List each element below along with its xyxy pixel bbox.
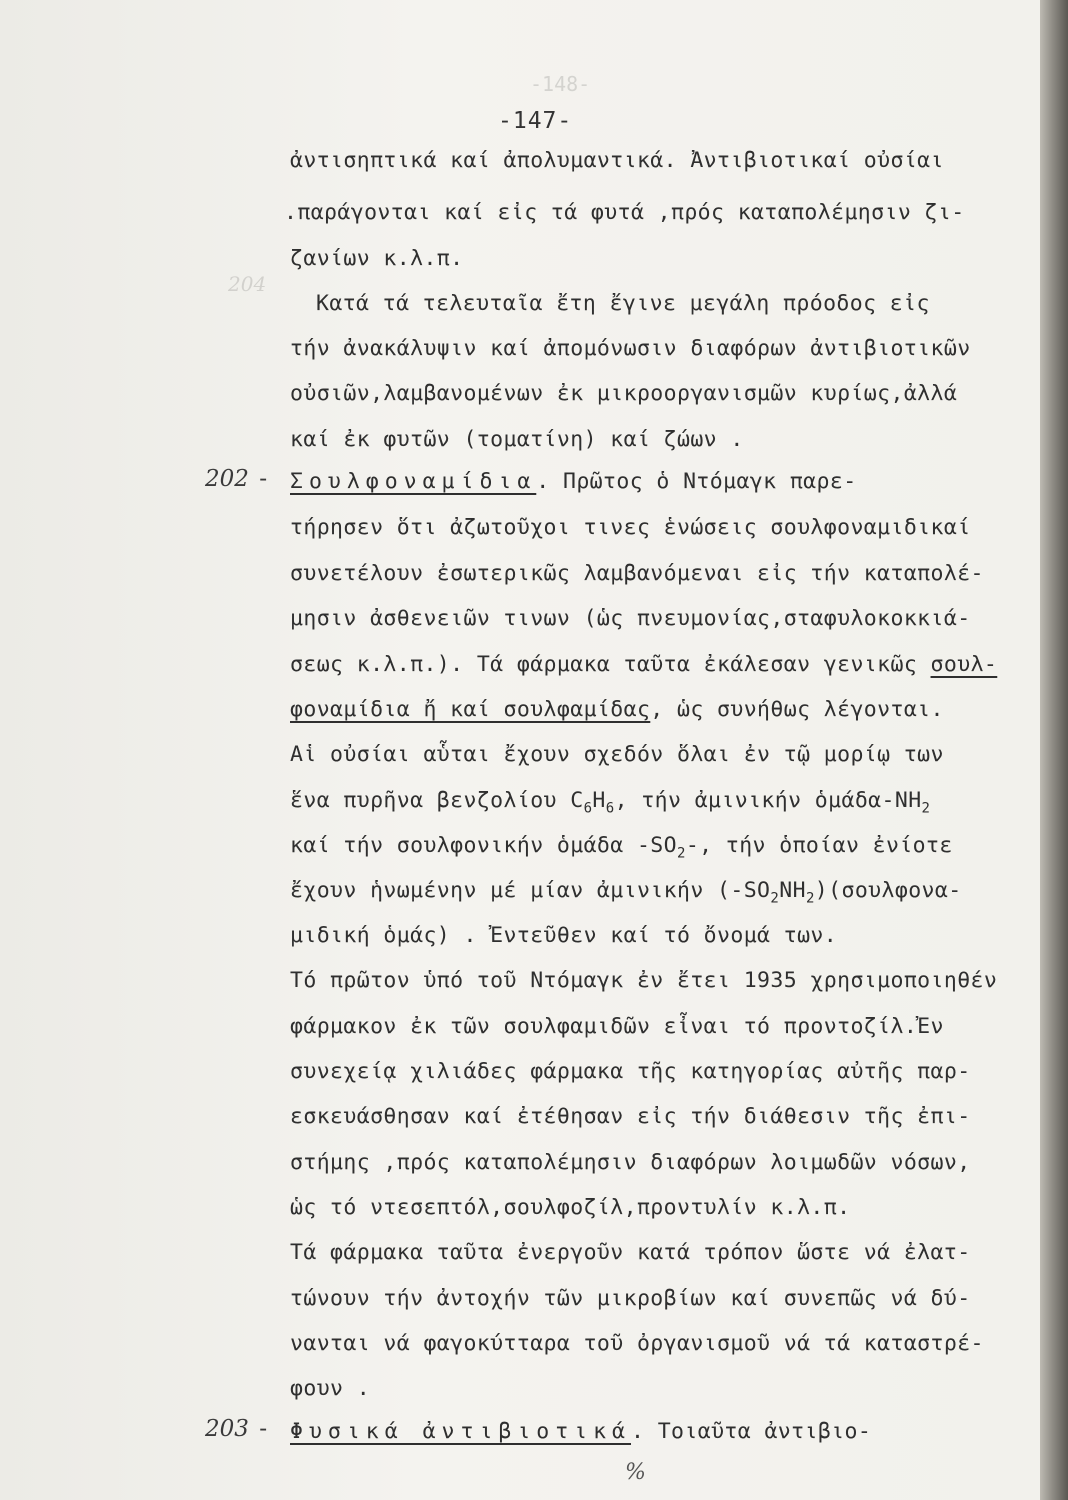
text-segment: ἕνα πυρῆνα βενζολίου C — [290, 788, 584, 813]
page-number: -147- — [498, 108, 573, 134]
text-segment: H — [592, 788, 606, 813]
text-line: φάρμακον ἐκ τῶν σουλφαμιδῶν εἶναι τό προντοζίλ.Ἐν — [290, 1014, 944, 1039]
section-heading-line — [290, 1419, 871, 1444]
text-line: τώνουν τήν ἀντοχήν τῶν μικροβίων καί συνεπῶς νά δύ- — [290, 1286, 971, 1311]
subscript: 6 — [605, 800, 615, 817]
text-line: νανται νά φαγοκύτταρα τοῦ ὀργανισμοῦ νά τά καταστρέ- — [290, 1331, 984, 1356]
text-line — [290, 833, 953, 861]
text-line — [290, 788, 930, 816]
section-heading-line — [290, 469, 857, 494]
margin-dash: - — [256, 466, 271, 492]
text-segment: σεως κ.λ.π.). Τά φάρμακα ταῦτα ἐκάλεσαν γενικῶς — [290, 652, 931, 677]
text-segment: καί τήν σουλφονικήν ὁμάδα -SO — [290, 833, 677, 858]
text-line: .παράγονται καί εἰς τά φυτά ,πρός καταπολέμησιν ζι- — [284, 200, 965, 225]
text-line: φουν . — [290, 1376, 371, 1401]
text-segment: )(σουλφονα- — [814, 878, 962, 903]
section-heading-natural-antibiotics: Φυσικά ἀντιβιοτικά — [290, 1419, 631, 1444]
section-heading-sulfonamides: Σουλφοναμίδια — [290, 469, 537, 494]
page-binding-edge — [1040, 0, 1068, 1500]
text-segment: , τήν ἀμινικήν ὁμάδα-NH — [614, 788, 922, 813]
text-line: Τά φάρμακα ταῦτα ἐνεργοῦν κατά τρόπον ὥστε νά ἐλατ- — [290, 1240, 971, 1265]
text-line: μιδική ὁμάς) . Ἐντεῦθεν καί τό ὄνομά των. — [290, 923, 838, 948]
subscript: 2 — [676, 845, 686, 862]
subscript: 6 — [583, 800, 593, 817]
text-line: Αἱ οὐσίαι αὗται ἔχουν σχεδόν ὅλαι ἐν τῷ μορίῳ των — [290, 742, 944, 767]
margin-number-203 — [205, 1416, 270, 1442]
heading-continuation: . Τοιαῦτα ἀντιβιο- — [631, 1419, 872, 1444]
footer-mark: % — [625, 1460, 646, 1485]
text-segment: NH — [779, 878, 806, 903]
text-line: Τό πρῶτον ὑπό τοῦ Ντόμαγκ ἐν ἔτει 1935 χρησιμοποιηθέν — [290, 968, 998, 993]
text-line — [290, 697, 944, 722]
margin-number-label: 203 — [205, 1416, 249, 1442]
bleed-through-page-number: -148- — [530, 72, 591, 96]
text-line: στήμης ,πρός καταπολέμησιν διαφόρων λοιμωδῶν νόσων, — [290, 1150, 971, 1175]
text-line: οὐσιῶν,λαμβανομένων ἐκ μικροοργανισμῶν κυρίως,ἀλλά — [290, 381, 958, 406]
margin-dash: - — [256, 1416, 271, 1442]
text-segment: ἔχουν ἡνωμένην μέ μίαν ἀμινικήν (-SO — [290, 878, 771, 903]
subscript: 2 — [921, 800, 931, 817]
subscript: 2 — [770, 890, 780, 907]
subscript: 2 — [805, 890, 815, 907]
text-segment: -, τήν ὁποίαν ἐνίοτε — [685, 833, 953, 858]
underlined-term: φοναμίδια ἤ καί σουλφαμίδας — [290, 697, 651, 722]
text-line: ὡς τό ντεσεπτόλ,σουλφοζίλ,προντυλίν κ.λ.π. — [290, 1195, 851, 1220]
margin-number-202 — [205, 466, 270, 492]
heading-continuation: . Πρῶτος ὁ Ντόμαγκ παρε- — [536, 469, 857, 494]
bleed-through-margin-number: 204 — [228, 272, 267, 296]
text-line: εσκευάσθησαν καί ἐτέθησαν εἰς τήν διάθεσιν τῆς ἐπι- — [290, 1104, 971, 1129]
underlined-term: σουλ- — [930, 652, 998, 677]
text-line: Κατά τά τελευταῖα ἔτη ἔγινε μεγάλη πρόοδος εἰς — [316, 291, 930, 316]
text-line: συνεχείᾳ χιλιάδες φάρμακα τῆς κατηγορίας αὐτῆς παρ- — [290, 1059, 971, 1084]
text-line: ἀντισηπτικά καί ἀπολυμαντικά. Ἀντιβιοτικαί οὐσίαι — [290, 148, 944, 173]
text-line — [290, 652, 997, 677]
text-line — [290, 878, 962, 906]
text-line: καί ἐκ φυτῶν (τοματίνη) καί ζώων . — [290, 427, 744, 452]
text-line: μησιν ἀσθενειῶν τινων (ὡς πνευμονίας,σταφυλοκοκκιά- — [290, 606, 971, 631]
text-line: τήν ἀνακάλυψιν καί ἀπομόνωσιν διαφόρων ἀντιβιοτικῶν — [290, 336, 971, 361]
text-segment: , ὡς συνήθως λέγονται. — [650, 697, 944, 722]
text-line: τήρησεν ὅτι ἀζωτοῦχοι τινες ἑνώσεις σουλφοναμιδικαί — [290, 515, 971, 540]
text-line: συνετέλουν ἐσωτερικῶς λαμβανόμεναι εἰς τήν καταπολέ- — [290, 561, 984, 586]
text-line: ζανίων κ.λ.π. — [290, 246, 464, 271]
margin-number-label: 202 — [205, 466, 249, 492]
